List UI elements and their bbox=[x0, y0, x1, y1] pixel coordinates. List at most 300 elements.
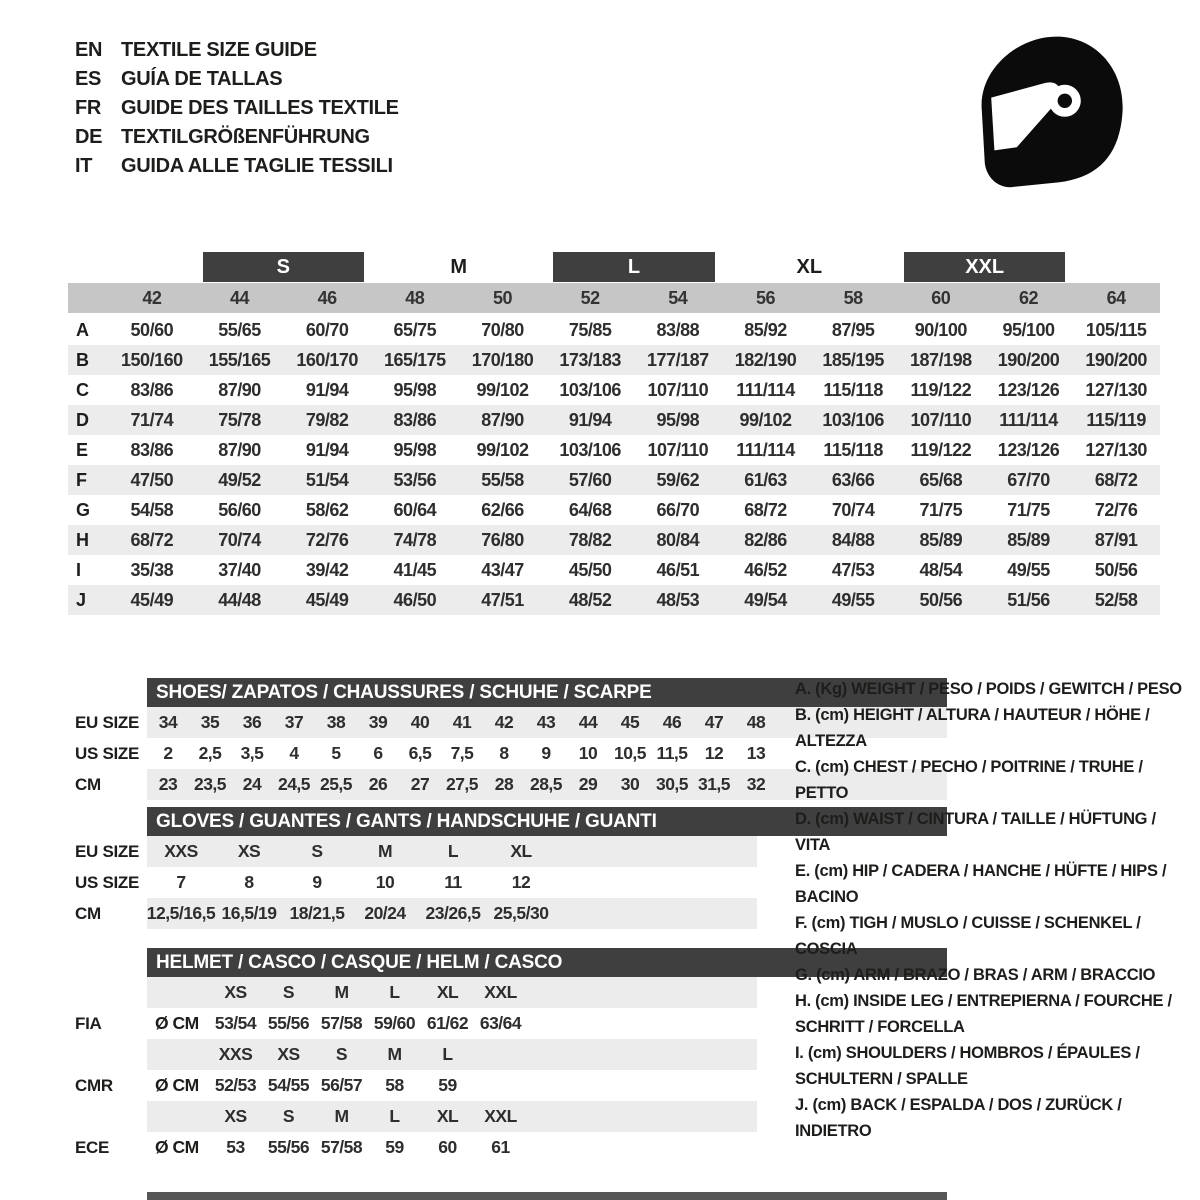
size-label-s: S bbox=[203, 252, 364, 282]
size-value: 44/48 bbox=[218, 589, 261, 610]
size-value: 67/70 bbox=[1007, 469, 1050, 490]
size-value: 55/58 bbox=[481, 469, 524, 490]
size-value: 6,5 bbox=[408, 743, 432, 763]
size-value: 75/85 bbox=[568, 319, 612, 340]
row-label: EU SIZE bbox=[75, 841, 140, 861]
language-row bbox=[75, 65, 399, 94]
size-value: 50/56 bbox=[919, 589, 963, 610]
size-value: 63/66 bbox=[831, 469, 875, 490]
helmet-size-label: XXL bbox=[484, 982, 517, 1002]
language-title: TEXTILE SIZE GUIDE bbox=[121, 39, 317, 61]
size-value: 68/72 bbox=[744, 499, 787, 520]
size-value: 187/198 bbox=[910, 349, 972, 370]
size-value: XL bbox=[510, 841, 532, 861]
helmet-size-label: XS bbox=[224, 982, 247, 1002]
size-value: 45 bbox=[620, 712, 640, 732]
size-value: 35 bbox=[200, 712, 220, 732]
size-value: 46/52 bbox=[744, 559, 787, 580]
size-value: 9 bbox=[312, 872, 322, 892]
size-value: 87/91 bbox=[1094, 529, 1138, 550]
size-value: 58/62 bbox=[305, 499, 349, 520]
helmet-size-value: 53 bbox=[226, 1137, 245, 1157]
helmet-size-label: XXL bbox=[484, 1106, 517, 1126]
standard-label-fia: FIA bbox=[75, 1013, 102, 1033]
legend-item: I. (cm) SHOULDERS / HOMBROS / ÉPAULES / SCHULTERN / SPALLE bbox=[795, 1044, 1140, 1088]
size-value: 70/74 bbox=[218, 529, 261, 550]
size-value: 42 bbox=[494, 712, 514, 732]
helmet-values-band bbox=[147, 1008, 757, 1039]
size-value: 103/106 bbox=[559, 439, 621, 460]
size-value: 87/95 bbox=[831, 319, 875, 340]
helmet-size-label: XL bbox=[436, 1106, 459, 1126]
row-letter: C bbox=[76, 379, 89, 400]
size-value: 103/106 bbox=[822, 409, 884, 430]
helmet-values-band bbox=[147, 1070, 757, 1101]
size-value: 37/40 bbox=[218, 559, 261, 580]
size-table-row bbox=[68, 405, 1160, 435]
size-value: 50/56 bbox=[1094, 559, 1138, 580]
size-value: 78/82 bbox=[568, 529, 612, 550]
size-value: 177/187 bbox=[647, 349, 709, 370]
size-value: 99/102 bbox=[476, 379, 529, 400]
size-value: 5 bbox=[331, 743, 341, 763]
size-value: 23 bbox=[158, 774, 178, 794]
size-value: 84/88 bbox=[831, 529, 875, 550]
size-value: 52/58 bbox=[1094, 589, 1138, 610]
size-value: 34 bbox=[158, 712, 178, 732]
size-value: 25,5 bbox=[319, 774, 353, 794]
size-value: S bbox=[311, 841, 323, 861]
helmet-size-label: S bbox=[335, 1044, 348, 1064]
legend-item: H. (cm) INSIDE LEG / ENTREPIERNA / FOURCHE / SCHRITT / FORCELLA bbox=[795, 992, 1172, 1036]
language-code: FR bbox=[75, 97, 102, 119]
numeric-size: 52 bbox=[580, 287, 600, 308]
size-label-row bbox=[68, 252, 1160, 282]
size-table-row bbox=[68, 555, 1160, 585]
size-value: 46 bbox=[662, 712, 682, 732]
size-value: 13 bbox=[746, 743, 766, 763]
size-table-row bbox=[68, 375, 1160, 405]
helmet-size-value: 55/56 bbox=[267, 1137, 310, 1157]
size-value: 74/78 bbox=[393, 529, 437, 550]
size-value: 71/75 bbox=[1007, 499, 1050, 520]
size-value: 27 bbox=[410, 774, 430, 794]
row-letter: E bbox=[76, 439, 89, 460]
language-code: ES bbox=[75, 68, 102, 90]
size-value: 185/195 bbox=[822, 349, 884, 370]
textile-size-table bbox=[68, 252, 1160, 615]
numeric-size: 42 bbox=[142, 287, 162, 308]
helmet-size-value: 61 bbox=[491, 1137, 510, 1157]
row-letter: H bbox=[76, 529, 89, 550]
helmet-size-label: S bbox=[282, 982, 295, 1002]
helmet-size-value: 52/53 bbox=[214, 1075, 257, 1095]
size-value: 107/110 bbox=[647, 439, 709, 460]
helmet-size-label: M bbox=[387, 1044, 402, 1064]
size-value: 83/86 bbox=[130, 379, 174, 400]
size-value: 65/68 bbox=[919, 469, 963, 490]
helmet-size-value: 53/54 bbox=[214, 1013, 257, 1033]
size-value: 111/114 bbox=[999, 409, 1058, 430]
size-value: 83/86 bbox=[130, 439, 174, 460]
corner-cell bbox=[68, 283, 108, 313]
size-value: 44 bbox=[578, 712, 598, 732]
helmet-size-label: XS bbox=[277, 1044, 300, 1064]
language-row bbox=[75, 36, 399, 65]
size-value: 49/55 bbox=[831, 589, 875, 610]
size-value: 123/126 bbox=[997, 439, 1060, 460]
size-value: 48/52 bbox=[568, 589, 612, 610]
size-table-row bbox=[68, 525, 1160, 555]
size-value: 53/56 bbox=[393, 469, 437, 490]
size-value: 32 bbox=[746, 774, 766, 794]
helmet-size-value: 54/55 bbox=[267, 1075, 310, 1095]
row-label: CM bbox=[75, 774, 101, 794]
helmet-size-value: 55/56 bbox=[267, 1013, 310, 1033]
size-value: 165/175 bbox=[384, 349, 446, 370]
size-value: 8 bbox=[499, 743, 509, 763]
size-value: 7 bbox=[176, 872, 186, 892]
size-value: 37 bbox=[284, 712, 304, 732]
helmet-size-label: M bbox=[334, 982, 349, 1002]
size-label-l: L bbox=[553, 252, 714, 282]
size-value: 75/78 bbox=[218, 409, 261, 430]
size-value: 46/50 bbox=[393, 589, 437, 610]
size-value: 60/64 bbox=[393, 499, 437, 520]
row-letter: I bbox=[76, 559, 82, 580]
size-value: 48/54 bbox=[919, 559, 963, 580]
size-value: 28,5 bbox=[529, 774, 563, 794]
numeric-size: 50 bbox=[492, 287, 512, 308]
size-value: 56/60 bbox=[218, 499, 261, 520]
language-row bbox=[75, 152, 399, 181]
size-value: 91/94 bbox=[305, 439, 349, 460]
helmet-size-label: L bbox=[389, 982, 400, 1002]
size-table-row bbox=[68, 315, 1160, 345]
size-value: XS bbox=[237, 841, 261, 861]
helmet-size-value: 57/58 bbox=[320, 1137, 363, 1157]
language-code: DE bbox=[75, 126, 103, 148]
size-value: 54/58 bbox=[130, 499, 174, 520]
size-value: 119/122 bbox=[910, 379, 972, 400]
size-value: 61/63 bbox=[744, 469, 787, 490]
numeric-size: 44 bbox=[229, 287, 249, 308]
size-table-row bbox=[68, 585, 1160, 615]
size-value: 72/76 bbox=[1094, 499, 1138, 520]
size-value: 80/84 bbox=[656, 529, 700, 550]
numeric-size-header-row bbox=[68, 283, 1160, 313]
size-value: 107/110 bbox=[647, 379, 709, 400]
size-value: 87/90 bbox=[481, 409, 524, 430]
helmet-size-label: XS bbox=[224, 1106, 247, 1126]
helmet-size-label: L bbox=[389, 1106, 400, 1126]
values-band bbox=[147, 898, 757, 929]
size-table-row bbox=[68, 345, 1160, 375]
size-value: 23/26,5 bbox=[425, 903, 481, 923]
size-value: 85/89 bbox=[919, 529, 963, 550]
size-value: 115/118 bbox=[823, 439, 883, 460]
size-table-row bbox=[68, 435, 1160, 465]
row-letter: G bbox=[76, 499, 91, 520]
size-value: 107/110 bbox=[910, 409, 972, 430]
size-value: 45/49 bbox=[130, 589, 174, 610]
size-value: 38 bbox=[326, 712, 346, 732]
size-value: 12,5/16,5 bbox=[146, 903, 216, 923]
size-value: 72/76 bbox=[305, 529, 349, 550]
size-value: 170/180 bbox=[471, 349, 534, 370]
size-value: 91/94 bbox=[305, 379, 349, 400]
size-value: 103/106 bbox=[559, 379, 621, 400]
helmet-size-value: 59/60 bbox=[373, 1013, 416, 1033]
helmet-size-label: L bbox=[442, 1044, 453, 1064]
size-label-xl: XL bbox=[796, 255, 823, 278]
size-value: 26 bbox=[368, 774, 388, 794]
size-value: 46/51 bbox=[656, 559, 700, 580]
size-value: 83/88 bbox=[656, 319, 700, 340]
helmet-size-value: 59 bbox=[385, 1137, 404, 1157]
size-value: 29 bbox=[578, 774, 598, 794]
size-value: 182/190 bbox=[734, 349, 797, 370]
size-value: 55/65 bbox=[218, 319, 261, 340]
language-code: IT bbox=[75, 155, 93, 177]
helmet-sizes-band bbox=[147, 1101, 757, 1132]
helmet-size-value: 56/57 bbox=[320, 1075, 363, 1095]
row-letter: B bbox=[76, 349, 89, 370]
size-value: 31,5 bbox=[697, 774, 731, 794]
helmet-size-value: 58 bbox=[385, 1075, 404, 1095]
numeric-size: 54 bbox=[668, 287, 688, 308]
size-value: 155/165 bbox=[208, 349, 271, 370]
size-value: 115/119 bbox=[1086, 409, 1146, 430]
size-label-m: M bbox=[450, 255, 467, 278]
size-value: 66/70 bbox=[656, 499, 700, 520]
helmet-size-label: M bbox=[334, 1106, 349, 1126]
size-value: 10 bbox=[578, 743, 598, 763]
size-value: 45/49 bbox=[305, 589, 349, 610]
size-value: 16,5/19 bbox=[221, 903, 277, 923]
size-value: 24,5 bbox=[277, 774, 311, 794]
size-value: 41 bbox=[452, 712, 472, 732]
language-title: GUIDE DES TAILLES TEXTILE bbox=[121, 97, 399, 119]
size-value: 95/98 bbox=[656, 409, 700, 430]
legend-item: E. (cm) HIP / CADERA / HANCHE / HÜFTE / HIPS / BACINO bbox=[795, 862, 1167, 906]
size-value: 25,5/30 bbox=[493, 903, 549, 923]
language-title: GUIDA ALLE TAGLIE TESSILI bbox=[121, 155, 393, 177]
helmet-size-value: 59 bbox=[438, 1075, 457, 1095]
size-value: 111/114 bbox=[736, 379, 795, 400]
row-label bbox=[75, 1101, 147, 1132]
size-value: 48 bbox=[746, 712, 766, 732]
size-value: L bbox=[447, 841, 459, 861]
size-value: 119/122 bbox=[910, 439, 972, 460]
size-value: 105/115 bbox=[1085, 319, 1147, 340]
size-value: 70/74 bbox=[831, 499, 875, 520]
helmet-table-title: HELMET / CASCO / CASQUE / HELM / CASCO bbox=[147, 948, 947, 977]
helmet-sizes-band bbox=[147, 977, 757, 1008]
row-letter: D bbox=[76, 409, 89, 430]
size-value: 95/98 bbox=[393, 439, 437, 460]
size-value: XXS bbox=[164, 841, 198, 861]
diameter-unit-label: Ø CM bbox=[155, 1075, 199, 1095]
size-value: 35/38 bbox=[130, 559, 174, 580]
standard-label-cmr: CMR bbox=[75, 1075, 113, 1095]
helmet-sizes-band bbox=[147, 1039, 757, 1070]
size-value: 27,5 bbox=[445, 774, 479, 794]
measurement-rows bbox=[68, 315, 1160, 615]
helmet-size-label: XXS bbox=[218, 1044, 253, 1064]
size-value: 47/51 bbox=[481, 589, 524, 610]
language-row bbox=[75, 94, 399, 123]
size-value: 4 bbox=[289, 743, 299, 763]
gloves-table-title: GLOVES / GUANTES / GANTS / HANDSCHUHE / GUANTI bbox=[147, 807, 947, 836]
size-value: 47/53 bbox=[831, 559, 875, 580]
numeric-size: 62 bbox=[1018, 287, 1038, 308]
language-title-list bbox=[75, 36, 399, 181]
language-title: TEXTILGRÖßENFÜHRUNG bbox=[121, 126, 370, 148]
size-value: 99/102 bbox=[476, 439, 529, 460]
size-value: 62/66 bbox=[481, 499, 524, 520]
size-table-row bbox=[68, 495, 1160, 525]
size-value: 45/50 bbox=[568, 559, 612, 580]
size-value: 51/56 bbox=[1007, 589, 1050, 610]
values-band bbox=[147, 836, 757, 867]
size-value: 2,5 bbox=[198, 743, 222, 763]
values-band bbox=[147, 867, 757, 898]
size-value: 10 bbox=[375, 872, 395, 892]
size-value: 47/50 bbox=[130, 469, 174, 490]
helmet-size-value: 63/64 bbox=[479, 1013, 522, 1033]
size-value: 115/118 bbox=[823, 379, 883, 400]
helmet-size-value: 57/58 bbox=[320, 1013, 363, 1033]
full-face-helmet-icon bbox=[972, 26, 1132, 198]
size-value: 82/86 bbox=[744, 529, 787, 550]
row-letter: J bbox=[76, 589, 87, 610]
size-value: 49/54 bbox=[744, 589, 787, 610]
size-value: 95/98 bbox=[393, 379, 437, 400]
size-value: 64/68 bbox=[568, 499, 612, 520]
size-value: 71/75 bbox=[919, 499, 963, 520]
size-value: 2 bbox=[163, 743, 173, 763]
diameter-unit-label: Ø CM bbox=[155, 1137, 199, 1157]
helmet-size-value: 61/62 bbox=[426, 1013, 469, 1033]
shoes-table-title: SHOES/ ZAPATOS / CHAUSSURES / SCHUHE / SCARPE bbox=[147, 678, 947, 707]
size-value: 68/72 bbox=[130, 529, 174, 550]
legend-item: G. (cm) ARM / BRAZO / BRAS / ARM / BRACCIO bbox=[795, 966, 1156, 984]
size-value: 23,5 bbox=[193, 774, 227, 794]
size-value: 83/86 bbox=[393, 409, 437, 430]
size-value: 99/102 bbox=[739, 409, 792, 430]
size-value: 190/200 bbox=[1085, 349, 1147, 370]
size-value: 70/80 bbox=[481, 319, 524, 340]
size-value: 60/70 bbox=[305, 319, 349, 340]
numeric-size: 56 bbox=[755, 287, 775, 308]
row-label: US SIZE bbox=[75, 743, 140, 763]
row-letter: A bbox=[76, 319, 89, 340]
row-label: CM bbox=[75, 903, 101, 923]
size-value: 18/21,5 bbox=[289, 903, 345, 923]
size-value: 39/42 bbox=[305, 559, 349, 580]
size-value: 51/54 bbox=[305, 469, 349, 490]
size-value: 43/47 bbox=[481, 559, 524, 580]
size-value: 127/130 bbox=[1085, 439, 1147, 460]
numeric-size: 48 bbox=[405, 287, 425, 308]
row-label: EU SIZE bbox=[75, 712, 140, 732]
measurement-legend bbox=[795, 676, 1193, 1144]
language-code: EN bbox=[75, 39, 103, 61]
size-value: 30 bbox=[620, 774, 640, 794]
size-value: 7,5 bbox=[450, 743, 474, 763]
next-section-cutoff-bar bbox=[147, 1192, 947, 1200]
size-value: 48/53 bbox=[656, 589, 700, 610]
size-value: 79/82 bbox=[305, 409, 349, 430]
size-value: 41/45 bbox=[393, 559, 437, 580]
size-value: 150/160 bbox=[121, 349, 183, 370]
size-value: 85/92 bbox=[744, 319, 787, 340]
legend-item: C. (cm) CHEST / PECHO / POITRINE / TRUHE / PETTO bbox=[795, 758, 1143, 802]
row-letter: F bbox=[76, 469, 87, 490]
numeric-size: 60 bbox=[931, 287, 951, 308]
size-value: 127/130 bbox=[1085, 379, 1147, 400]
language-title: GUÍA DE TALLAS bbox=[121, 68, 283, 90]
helmet-size-label: S bbox=[282, 1106, 295, 1126]
size-value: 68/72 bbox=[1094, 469, 1138, 490]
size-value: 11,5 bbox=[656, 743, 688, 763]
legend-item: B. (cm) HEIGHT / ALTURA / HAUTEUR / HÖHE / ALTEZZA bbox=[795, 706, 1150, 750]
size-value: 71/74 bbox=[130, 409, 174, 430]
size-value: 8 bbox=[244, 872, 254, 892]
size-value: 190/200 bbox=[997, 349, 1060, 370]
size-value: 10,5 bbox=[613, 743, 647, 763]
size-value: 36 bbox=[242, 712, 262, 732]
size-value: 3,5 bbox=[240, 743, 264, 763]
size-value: 123/126 bbox=[997, 379, 1060, 400]
size-value: 65/75 bbox=[393, 319, 437, 340]
size-value: 87/90 bbox=[218, 379, 261, 400]
numeric-size: 58 bbox=[843, 287, 863, 308]
standard-label-ece: ECE bbox=[75, 1137, 110, 1157]
size-value: 87/90 bbox=[218, 439, 261, 460]
size-value: 91/94 bbox=[568, 409, 612, 430]
size-value: 6 bbox=[373, 743, 383, 763]
size-value: 160/170 bbox=[296, 349, 358, 370]
size-value: 59/62 bbox=[656, 469, 700, 490]
size-value: 95/100 bbox=[1002, 319, 1055, 340]
size-label-xxl: XXL bbox=[904, 252, 1065, 282]
size-value: 39 bbox=[368, 712, 388, 732]
size-value: 30,5 bbox=[655, 774, 689, 794]
legend-item: D. (cm) WAIST / CINTURA / TAILLE / HÜFTUNG / VITA bbox=[795, 810, 1156, 854]
size-value: 49/55 bbox=[1007, 559, 1050, 580]
numeric-size: 64 bbox=[1106, 287, 1126, 308]
size-value: M bbox=[377, 841, 393, 861]
helmet-size-value: 60 bbox=[438, 1137, 457, 1157]
size-value: 9 bbox=[541, 743, 551, 763]
language-row bbox=[75, 123, 399, 152]
size-value: 43 bbox=[536, 712, 556, 732]
size-value: 90/100 bbox=[914, 319, 967, 340]
size-value: 12 bbox=[511, 872, 531, 892]
size-value: 24 bbox=[242, 774, 262, 794]
row-label: US SIZE bbox=[75, 872, 140, 892]
size-value: 85/89 bbox=[1007, 529, 1050, 550]
size-value: 47 bbox=[704, 712, 724, 732]
size-value: 57/60 bbox=[568, 469, 612, 490]
diameter-unit-label: Ø CM bbox=[155, 1013, 199, 1033]
legend-item: F. (cm) TIGH / MUSLO / CUISSE / SCHENKEL / COSCIA bbox=[795, 914, 1141, 958]
size-value: 111/114 bbox=[736, 439, 795, 460]
size-table-row bbox=[68, 465, 1160, 495]
row-label bbox=[75, 977, 147, 1008]
